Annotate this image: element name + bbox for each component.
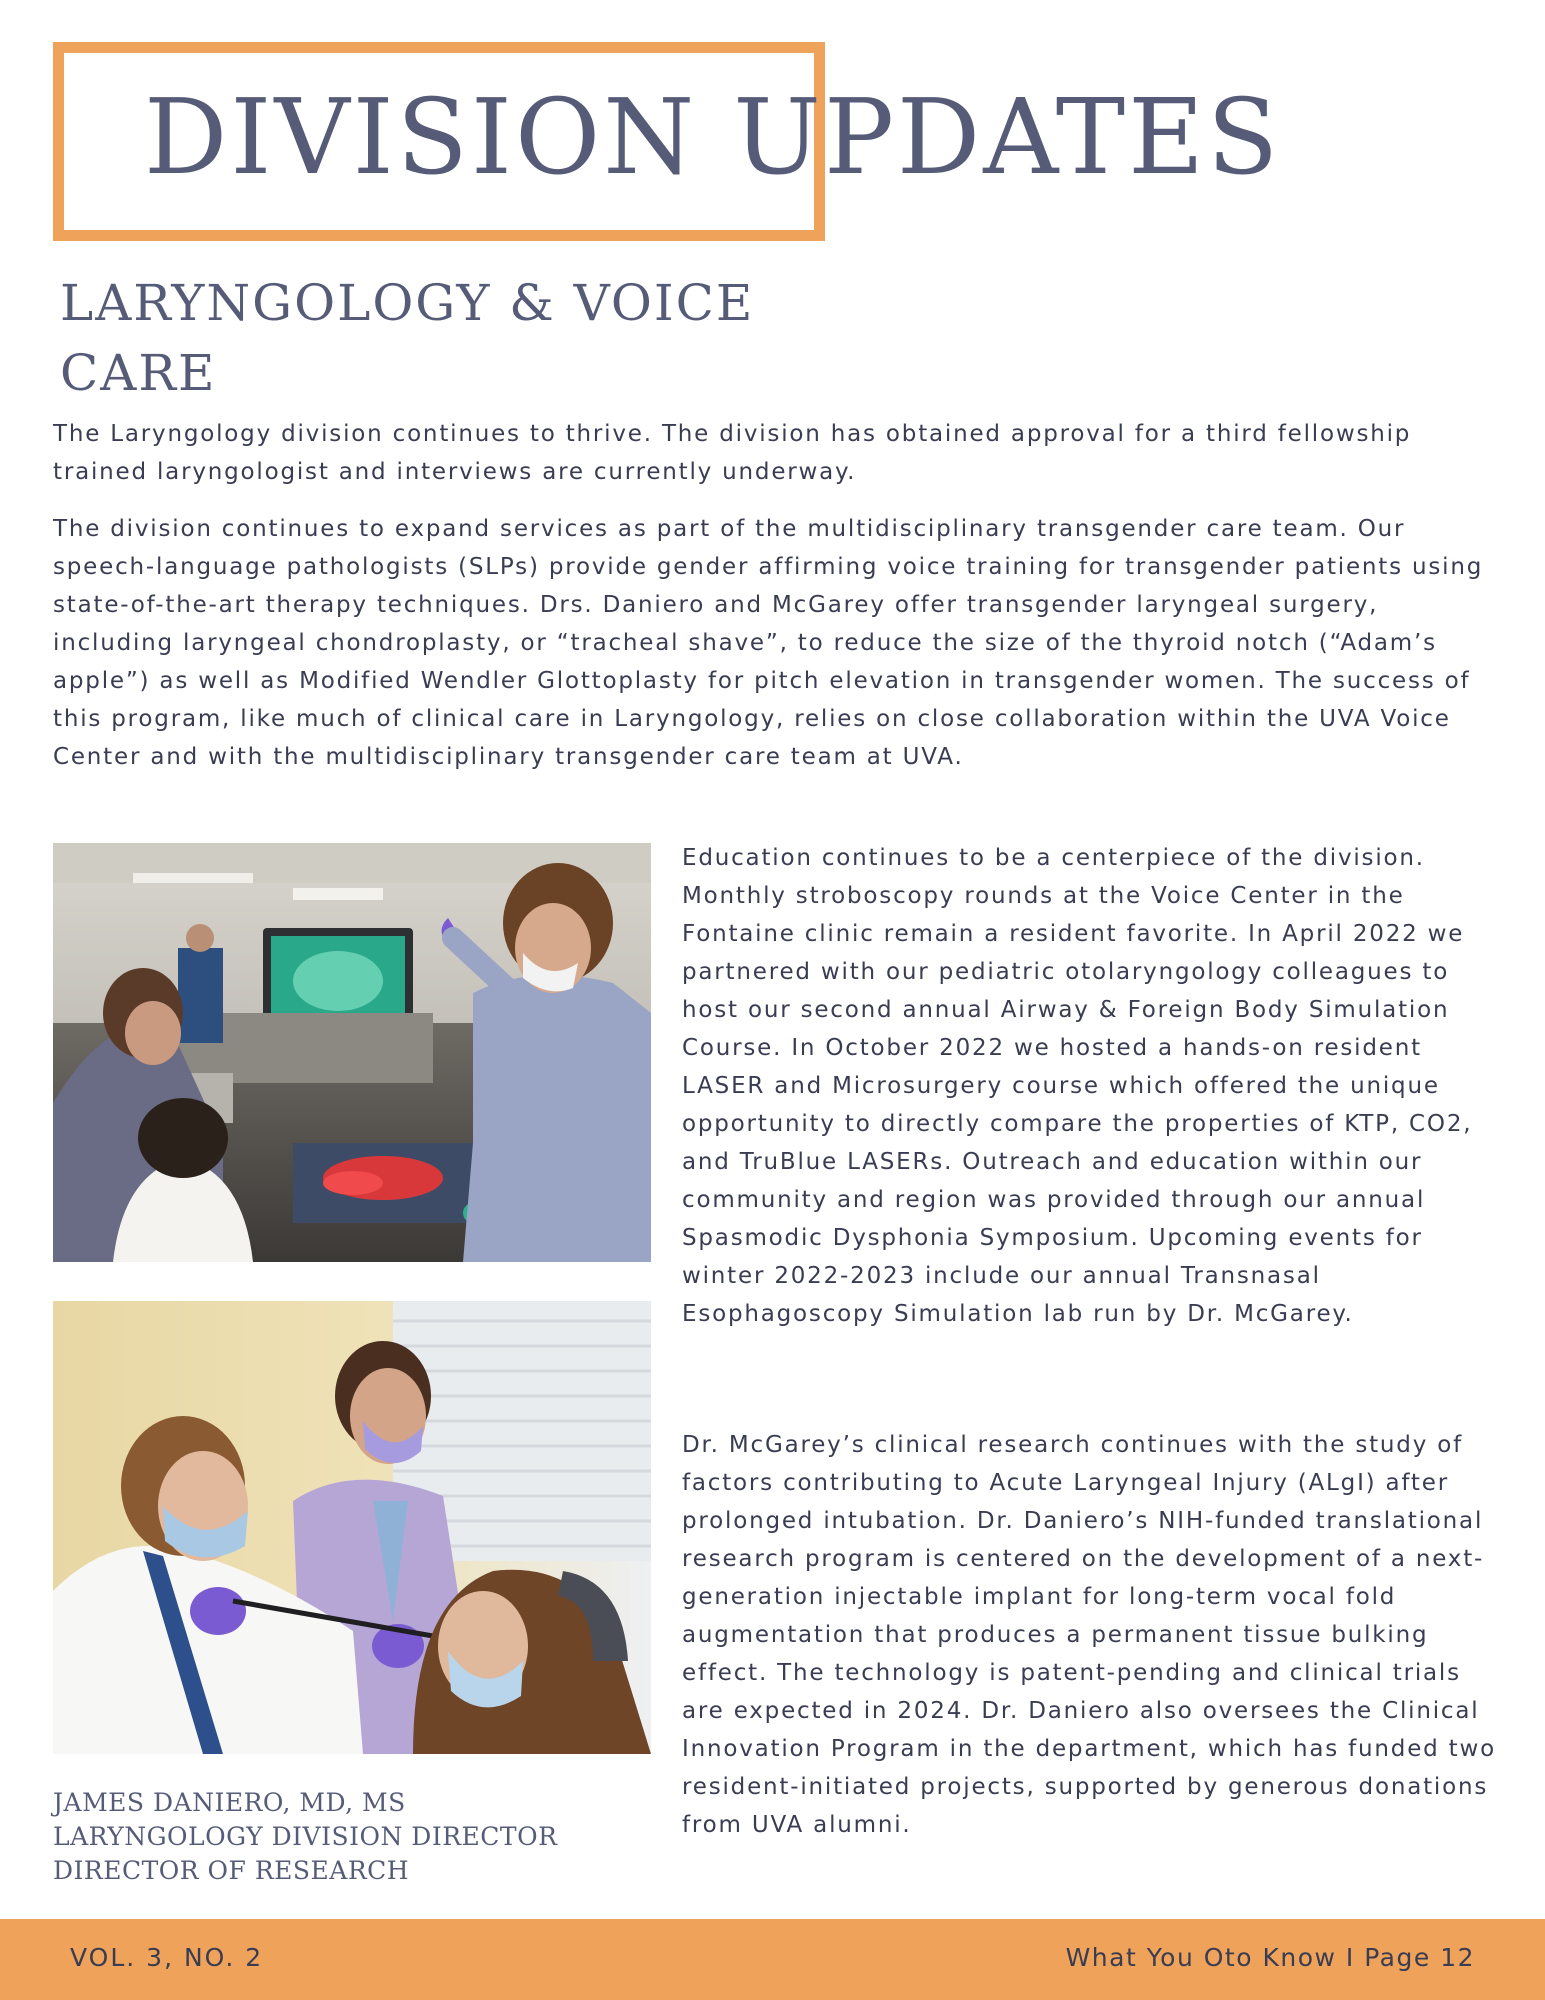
page-number-label: What You Oto Know I Page 12 — [1065, 1943, 1475, 1972]
clinic-exam-photo — [53, 1301, 651, 1754]
page-title: DIVISION UPDATES — [144, 76, 1282, 198]
issue-label: VOL. 3, NO. 2 — [70, 1943, 264, 1972]
caption-role: LARYNGOLOGY DIVISION DIRECTOR — [53, 1822, 558, 1851]
intro-paragraph: The Laryngology division continues to thrive. The division has obtained approval for a third fellowship trained laryngologist and interviews are currently underway. — [53, 421, 1412, 485]
education-paragraph: Education continues to be a centerpiece of the division. Monthly stroboscopy rounds at the Voice Center in the Fontaine clinic remain a resident favorite. In April 2022 we partnered with our pediatric otolaryngology colleagues to host our second annual Airway & Foreign Body Simulation Course. In October 2022 we hosted a hands-on resident LASER and Microsurgery course which offered the unique opportunity to directly compare the properties of KTP, CO2, and TruBlue LASERs. Outreach and education within our community and region was provided through our annual Spasmodic Dysphonia Symposium. Upcoming events for winter 2022-2023 include our annual Transnasal Esophagoscopy Simulation lab run by Dr. McGarey. — [682, 845, 1473, 1327]
caption-role-secondary: DIRECTOR OF RESEARCH — [53, 1856, 410, 1885]
transgender-care-paragraph: The division continues to expand services as part of the multidisciplinary transgender care team. Our speech-language pathologists (SLPs) provide gender affirming voice training for transgender patients using state-of-the-art therapy techniques. Drs. Daniero and McGarey offer transgender laryngeal surgery, including laryngeal chondroplasty, or “tracheal shave”, to reduce the size of the thyroid notch (“Adam’s apple”) as well as Modified Wendler Glottoplasty for pitch elevation in transgender women. The success of this program, like much of clinical care in Laryngology, relies on close collaboration within the UVA Voice Center and with the multidisciplinary transgender care team at UVA. — [53, 516, 1484, 770]
page-footer — [0, 1919, 1545, 2000]
section-title: LARYNGOLOGY & VOICE CARE — [60, 274, 755, 402]
photo-caption — [53, 1786, 653, 1888]
caption-name: JAMES DANIERO, MD, MS — [53, 1788, 406, 1817]
research-paragraph: Dr. McGarey’s clinical research continues with the study of factors contributing to Acute Laryngeal Injury (ALgI) after prolonged intubation. Dr. Daniero’s NIH-funded translational research program is centered on the development of a next-generation injectable implant for long-term vocal fold augmentation that produces a permanent tissue bulking effect. The technology is patent-pending and clinical trials are expected in 2024. Dr. Daniero also oversees the Clinical Innovation Program in the department, which has funded two resident-initiated projects, supported by generous donations from UVA alumni. — [682, 1432, 1496, 1838]
lab-training-photo — [53, 843, 651, 1262]
